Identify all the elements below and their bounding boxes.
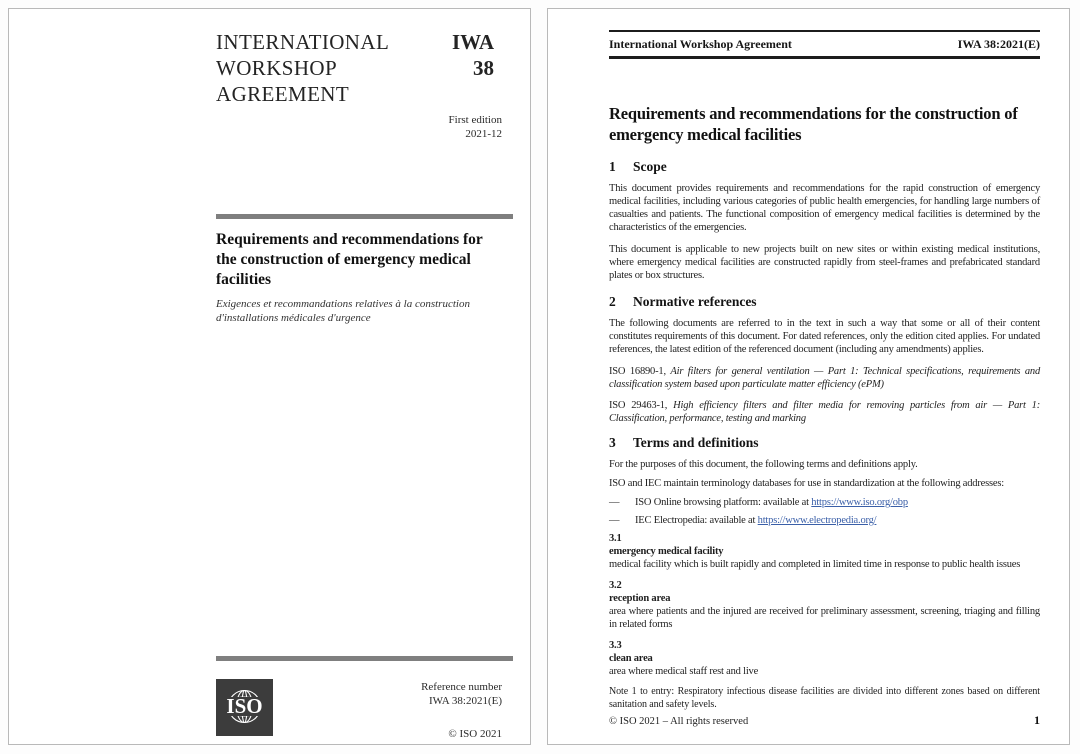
divider-bar-top [216, 214, 513, 219]
cover-title: Requirements and recommendations for the construction of emergency medical facilities [216, 231, 483, 288]
reference-label: Reference number [421, 681, 502, 693]
section-number: 2 [609, 294, 616, 309]
iso-obp-link[interactable]: https://www.iso.org/obp [811, 497, 908, 508]
section-title: Normative references [633, 294, 757, 309]
reference-title: Air filters for general ventilation — Part 1: Technical specifications, requirements and classification system based upon particulate matter efficiency (ePM) [609, 366, 1040, 390]
section-heading-terms-definitions [609, 435, 1040, 451]
scope-paragraph: This document is applicable to new projects built on new sites or within existing medical institutions, where emergency medical facilities are constructed rapidly from steel-frames and prefabricated standard plates or box structures. [609, 244, 1040, 281]
terminology-list-item [609, 514, 1040, 527]
section-title: Terms and definitions [633, 435, 759, 450]
edition-date: 2021-12 [465, 128, 502, 140]
iso-logo [216, 679, 273, 736]
terminology-list-item [609, 496, 1040, 509]
iso-logo-text: ISO [226, 694, 263, 718]
masthead-line: INTERNATIONAL [216, 30, 390, 54]
masthead [216, 29, 389, 107]
scope-paragraph: This document provides requirements and recommendations for the rapid construction of emergency medical facilities, including various categories of public health emergencies, for handling large numbers of casualties and patients. The functional composition of emergency medical facilities is determined by the characteristics of the emergencies. [609, 183, 1040, 233]
masthead-line: AGREEMENT [216, 82, 350, 106]
section-heading-normative-references [609, 294, 1040, 310]
edition-label: First edition [448, 114, 502, 126]
cover-subtitle-french: Exigences et recommandations relatives à la construction d'installations médicales d'urgence [216, 298, 470, 324]
term-definition: area where patients and the injured are received for preliminary assessment, screening, triaging and filling in related forms [609, 606, 1040, 630]
document-title: Requirements and recommendations for the construction of emergency medical facilities [609, 104, 1018, 144]
link-prefix: ISO Online browsing platform: available at [635, 497, 812, 508]
section-number: 3 [609, 435, 616, 450]
reference-title: High efficiency filters and filter media for removing particles from air — Part 1: Classification, performance, testing and marking [609, 400, 1040, 424]
normative-intro-paragraph: The following documents are referred to in the text in such a way that some or all of their content constitutes requirements of this document. For dated references, only the edition cited applies. For undated references, the latest edition of the referenced document (including any amendments) applies. [609, 318, 1040, 355]
running-header-left: International Workshop Agreement [609, 37, 792, 51]
dash-bullet: — [609, 497, 620, 508]
term-id: 3.2 [609, 580, 622, 591]
document-code-line: 38 [473, 56, 494, 80]
link-prefix: IEC Electropedia: available at [635, 515, 758, 526]
note-to-entry: Note 1 to entry: Respiratory infectious disease facilities are divided into different zones based on different sanitation and safety levels. [609, 686, 1040, 710]
footer-copyright: © ISO 2021 – All rights reserved [609, 716, 749, 727]
document-code [452, 29, 494, 81]
term-entry [609, 579, 1040, 631]
term-name: clean area [609, 653, 653, 664]
term-definition: area where medical staff rest and live [609, 666, 759, 677]
terminology-list-text [635, 514, 876, 527]
term-entry [609, 532, 1040, 571]
term-name: emergency medical facility [609, 546, 724, 557]
running-header-right: IWA 38:2021(E) [957, 37, 1040, 51]
header-rule-bottom [609, 56, 1040, 59]
cover-copyright: © ISO 2021 [448, 728, 502, 740]
content-page-body [548, 9, 1069, 744]
term-id: 3.1 [609, 533, 622, 544]
normative-reference [609, 365, 1040, 391]
term-id: 3.3 [609, 640, 622, 651]
term-name: reception area [609, 593, 671, 604]
iec-electropedia-link[interactable]: https://www.electropedia.org/ [757, 515, 877, 526]
reference-id: ISO 16890-1, [609, 366, 666, 377]
document-code-line: IWA [451, 30, 494, 54]
dash-bullet: — [609, 515, 620, 526]
term-entry [609, 639, 1040, 678]
terms-intro-line: For the purposes of this document, the following terms and definitions apply. [609, 459, 918, 470]
section-heading-scope [609, 159, 1040, 175]
content-page [547, 8, 1070, 745]
terminology-list-text [635, 496, 908, 509]
section-title: Scope [633, 159, 667, 174]
terms-intro-line: ISO and IEC maintain terminology databases for use in standardization at the following addresses: [609, 478, 1004, 489]
cover-page [8, 8, 531, 745]
section-number: 1 [609, 159, 616, 174]
iso-globe-icon [216, 679, 273, 736]
reference-id: ISO 29463-1, [609, 400, 668, 411]
page-number: 1 [1034, 713, 1040, 727]
header-rule-top [609, 30, 1040, 32]
page-footer [609, 713, 1040, 728]
divider-bar-bottom [216, 656, 513, 661]
reference-number: IWA 38:2021(E) [428, 695, 502, 707]
term-definition: medical facility which is built rapidly and completed in limited time in response to public health issues [609, 559, 1021, 570]
normative-reference [609, 399, 1040, 425]
masthead-line: WORKSHOP [216, 56, 338, 80]
edition-info [449, 113, 502, 141]
running-header [609, 37, 1040, 52]
reference-block [421, 680, 502, 708]
